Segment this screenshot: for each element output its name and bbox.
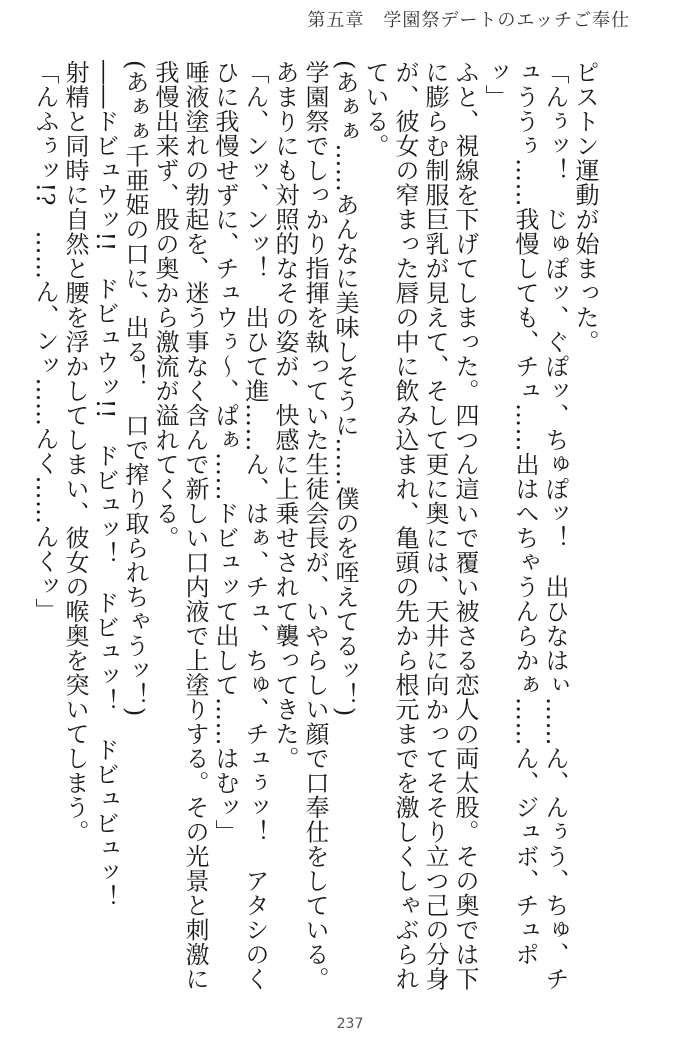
running-head: 第五章 学園祭デートのエッチご奉仕 [307,10,630,31]
paragraph-6: 「ん、ンッ、ンッ！ 出ひて進……ん、はぁ、チュ、ちゅ、チュぅッ！ アタシのくひに我慢せずに、チュウぅ〜、ぱぁ……ドビュッて出して……はむッ」 [211,60,269,991]
paragraph-8: (あぁぁ千亜姫の口に、出る！ 口で搾り取られちゃうッ！) [121,60,149,717]
paragraph-2: 「んぅッ！ じゅぽッ、ぐぽッ、ちゅぽッ！ 出ひなはぃ……ん、んぅう、ちゅ、チュううぅ……我慢しても、チュ……出はへちゃうんらかぁ……ん、ジュボ、チュポッ」 [481,60,569,991]
paragraph-7: 唾液塗れの勃起を、迷う事なく含んで新しい口内液で上塗りする。その光景と刺激に我慢出来ず、股の奥から激流が溢れてくる。 [151,60,209,991]
paragraph-9: ――ドビュウッ!! ドビュウッ!! ドビュッ！ ドビュッ！ ドビュビュッ！ [91,60,119,910]
paragraph-10: 射精と同時に自然と腰を浮かしてしまい、彼女の喉奥を突いてしまう。 [61,60,89,844]
paragraph-3: ふと、視線を下げてしまった。四つん這いで覆い被さる恋人の両太股。その奥では下に膨らむ制服巨乳が見えて、そして更に奥には、天井に向かってそそり立つ己の分身が、彼女の窄まった唇の中に飲み込まれ、亀頭の先から根元までを激しくしゃぶられている。 [361,60,479,991]
paragraph-11: 「んふぅッ!? ……ん、ンッ……んく……んくッ」 [31,60,59,623]
paragraph-5: 学園祭でしっかり指揮を執っていた生徒会長が、いやらしい顔で口奉仕をしている。あまりにも対照的なその姿が、快感に上乗せされて襲ってきた。 [271,60,329,991]
paragraph-4: (あぁぁ……あんなに美味しそうに……僕のを咥えてるッ！) [331,60,359,717]
paragraph-1: ピストン運動が始まった。 [571,60,599,354]
page-body [31,60,600,1000]
page-number: 237 [336,1016,364,1032]
